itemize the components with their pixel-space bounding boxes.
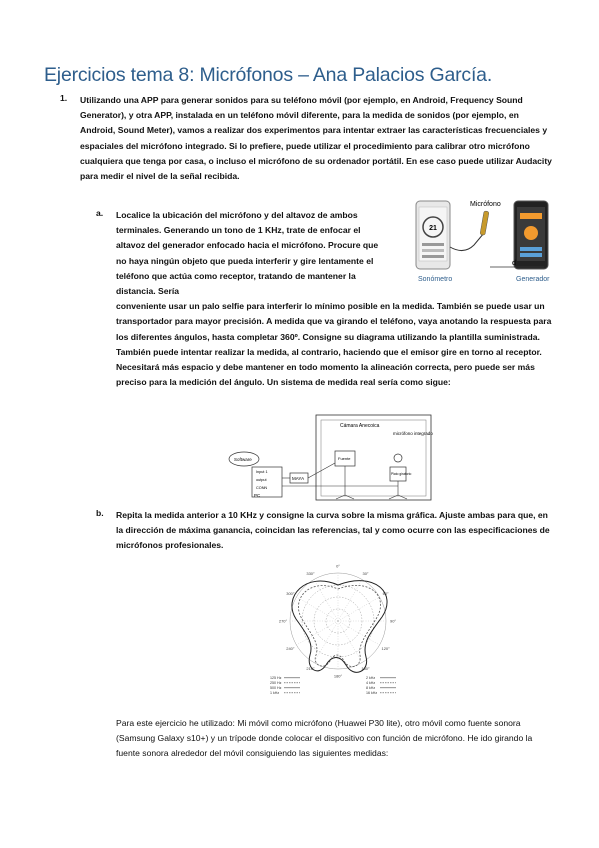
polar-legend-right: 4 kHz [366,681,376,685]
polar-angle-label: 210° [306,666,315,672]
polar-plot [262,561,414,701]
polar-spoke [314,621,338,663]
turntable-label: Plato giratorio [391,472,412,476]
part-b-text: Repita la medida anterior a 10 KHz y consigne la curva sobre la misma gráfica. Ajuste ambas para que, en la dirección de máxima ganancia, coincidan las referencias, tal y como ocurre con las especificaciones de micrófonos profesionales. [116,510,550,551]
mic-label: Micrófono [470,201,501,208]
polar-angle-label: 120° [381,646,390,651]
software-label: Software [234,457,252,462]
chamber-label: Cámara Anecoica [340,423,380,429]
polar-angle-label: 30° [362,570,369,576]
generator-label: Generador [516,276,550,283]
polar-legend-left: 500 Hz [270,686,282,690]
setup-figure [228,413,434,503]
polar-spoke [338,597,380,621]
polar-angle-label: 90° [389,618,397,624]
polar-angle-label: 300° [286,591,295,596]
meter-reading: 21 [429,225,437,232]
polar-legend-right: 16 kHz [366,691,378,695]
polar-spoke [296,621,338,645]
polar-angle-label: 150° [361,666,370,672]
polar-angle-label: 330° [306,570,315,576]
distance-label: d [512,260,516,267]
meter-label: Sonómetro [418,276,453,283]
part-b-label: b. [96,508,104,518]
polar-legend-left: 125 Hz [270,676,282,680]
amp-label: MAYA [292,476,305,481]
polar-legend-right: 2 kHz [366,676,376,680]
note-text: Para este ejercicio he utilizado: Mi móvil como micrófono (Huawei P30 lite), otro móvil como fuente sonora (Samsung Galaxy s10+) y un trípode donde colocar el dispositivo con función de micrófono. He ido girando la fuente sonora alrededor del móvil consiguiendo las siguientes medidas: [116,718,533,759]
port-conn: CONN [256,486,268,490]
exercise-intro: Utilizando una APP para generar sonidos para su teléfono móvil (por ejemplo, en Android, Frequency Sound Generator), y otra APP, instalada en un teléfono móvil diferente, para la medida de sonidos (por ejemplo, en Android, Sound Meter), vamos a realizar dos experimentos para intentar extraer las características frecuenciales y espaciales del micrófono integrado. Si lo prefiere, puede utilizar el procedimiento para calibrar otro micrófono cualquiera que tenga por casa, o incluso el micrófono de su ordenador portátil. En ese caso puede utilizar Audacity para medir el nivel de la señal recibida. [80,95,552,182]
polar-angle-label: 270° [278,618,288,624]
speaker-label: Fuente [338,456,351,461]
exercise-number: 1. [60,93,68,103]
page-title: Ejercicios tema 8: Micrófonos – Ana Palacios García. [44,64,493,86]
polar-angle-label: 0° [336,563,340,569]
pc-label: PC [254,493,261,498]
part-a-text-full: conveniente usar un palo selfie para interferir lo mínimo posible en la medida. También se puede usar un transportador para mayor precisión. A medida que va girando el teléfono, vaya anotando la respuesta para los diferentes ángulos, hasta completar 360º. Consigne su diagrama utilizando la plantilla suministrada. También puede intentar realizar la medida, al contrario, haciendo que el emisor gire en torno al receptor. Necesitará más espacio y debe mantener en todo momento la alineación correcta, pero puede ser más preciso para la medición del ángulo. Un sistema de medida real sería como sigue: [116,301,552,388]
polar-legend-left: 1 kHz [270,691,280,695]
port-output: output [256,478,267,482]
setup-mic-icon [394,454,402,462]
polar-angle-label: 240° [286,646,295,651]
phones-figure [412,197,558,287]
polar-legend-left: 250 Hz [270,681,282,685]
part-a-text-narrow: Localice la ubicación del micrófono y del altavoz de ambos terminales. Generando un tono de 1 KHz, trate de enfocar el altavoz del generador enfocado hacia el micrófono. Procure que no haya ningún objeto que pueda interferir y gire lentamente el teléfono que actúa como receptor, tratando de mantener la distancia. Sería [116,210,379,297]
polar-angle-label: 180° [333,673,343,679]
part-a-label: a. [96,208,104,218]
polar-angle-label: 60° [382,591,389,596]
polar-legend-right: 8 kHz [366,686,376,690]
port-input: Input 1 [256,470,268,474]
setup-mic-label: micrófono integrado [393,431,433,436]
